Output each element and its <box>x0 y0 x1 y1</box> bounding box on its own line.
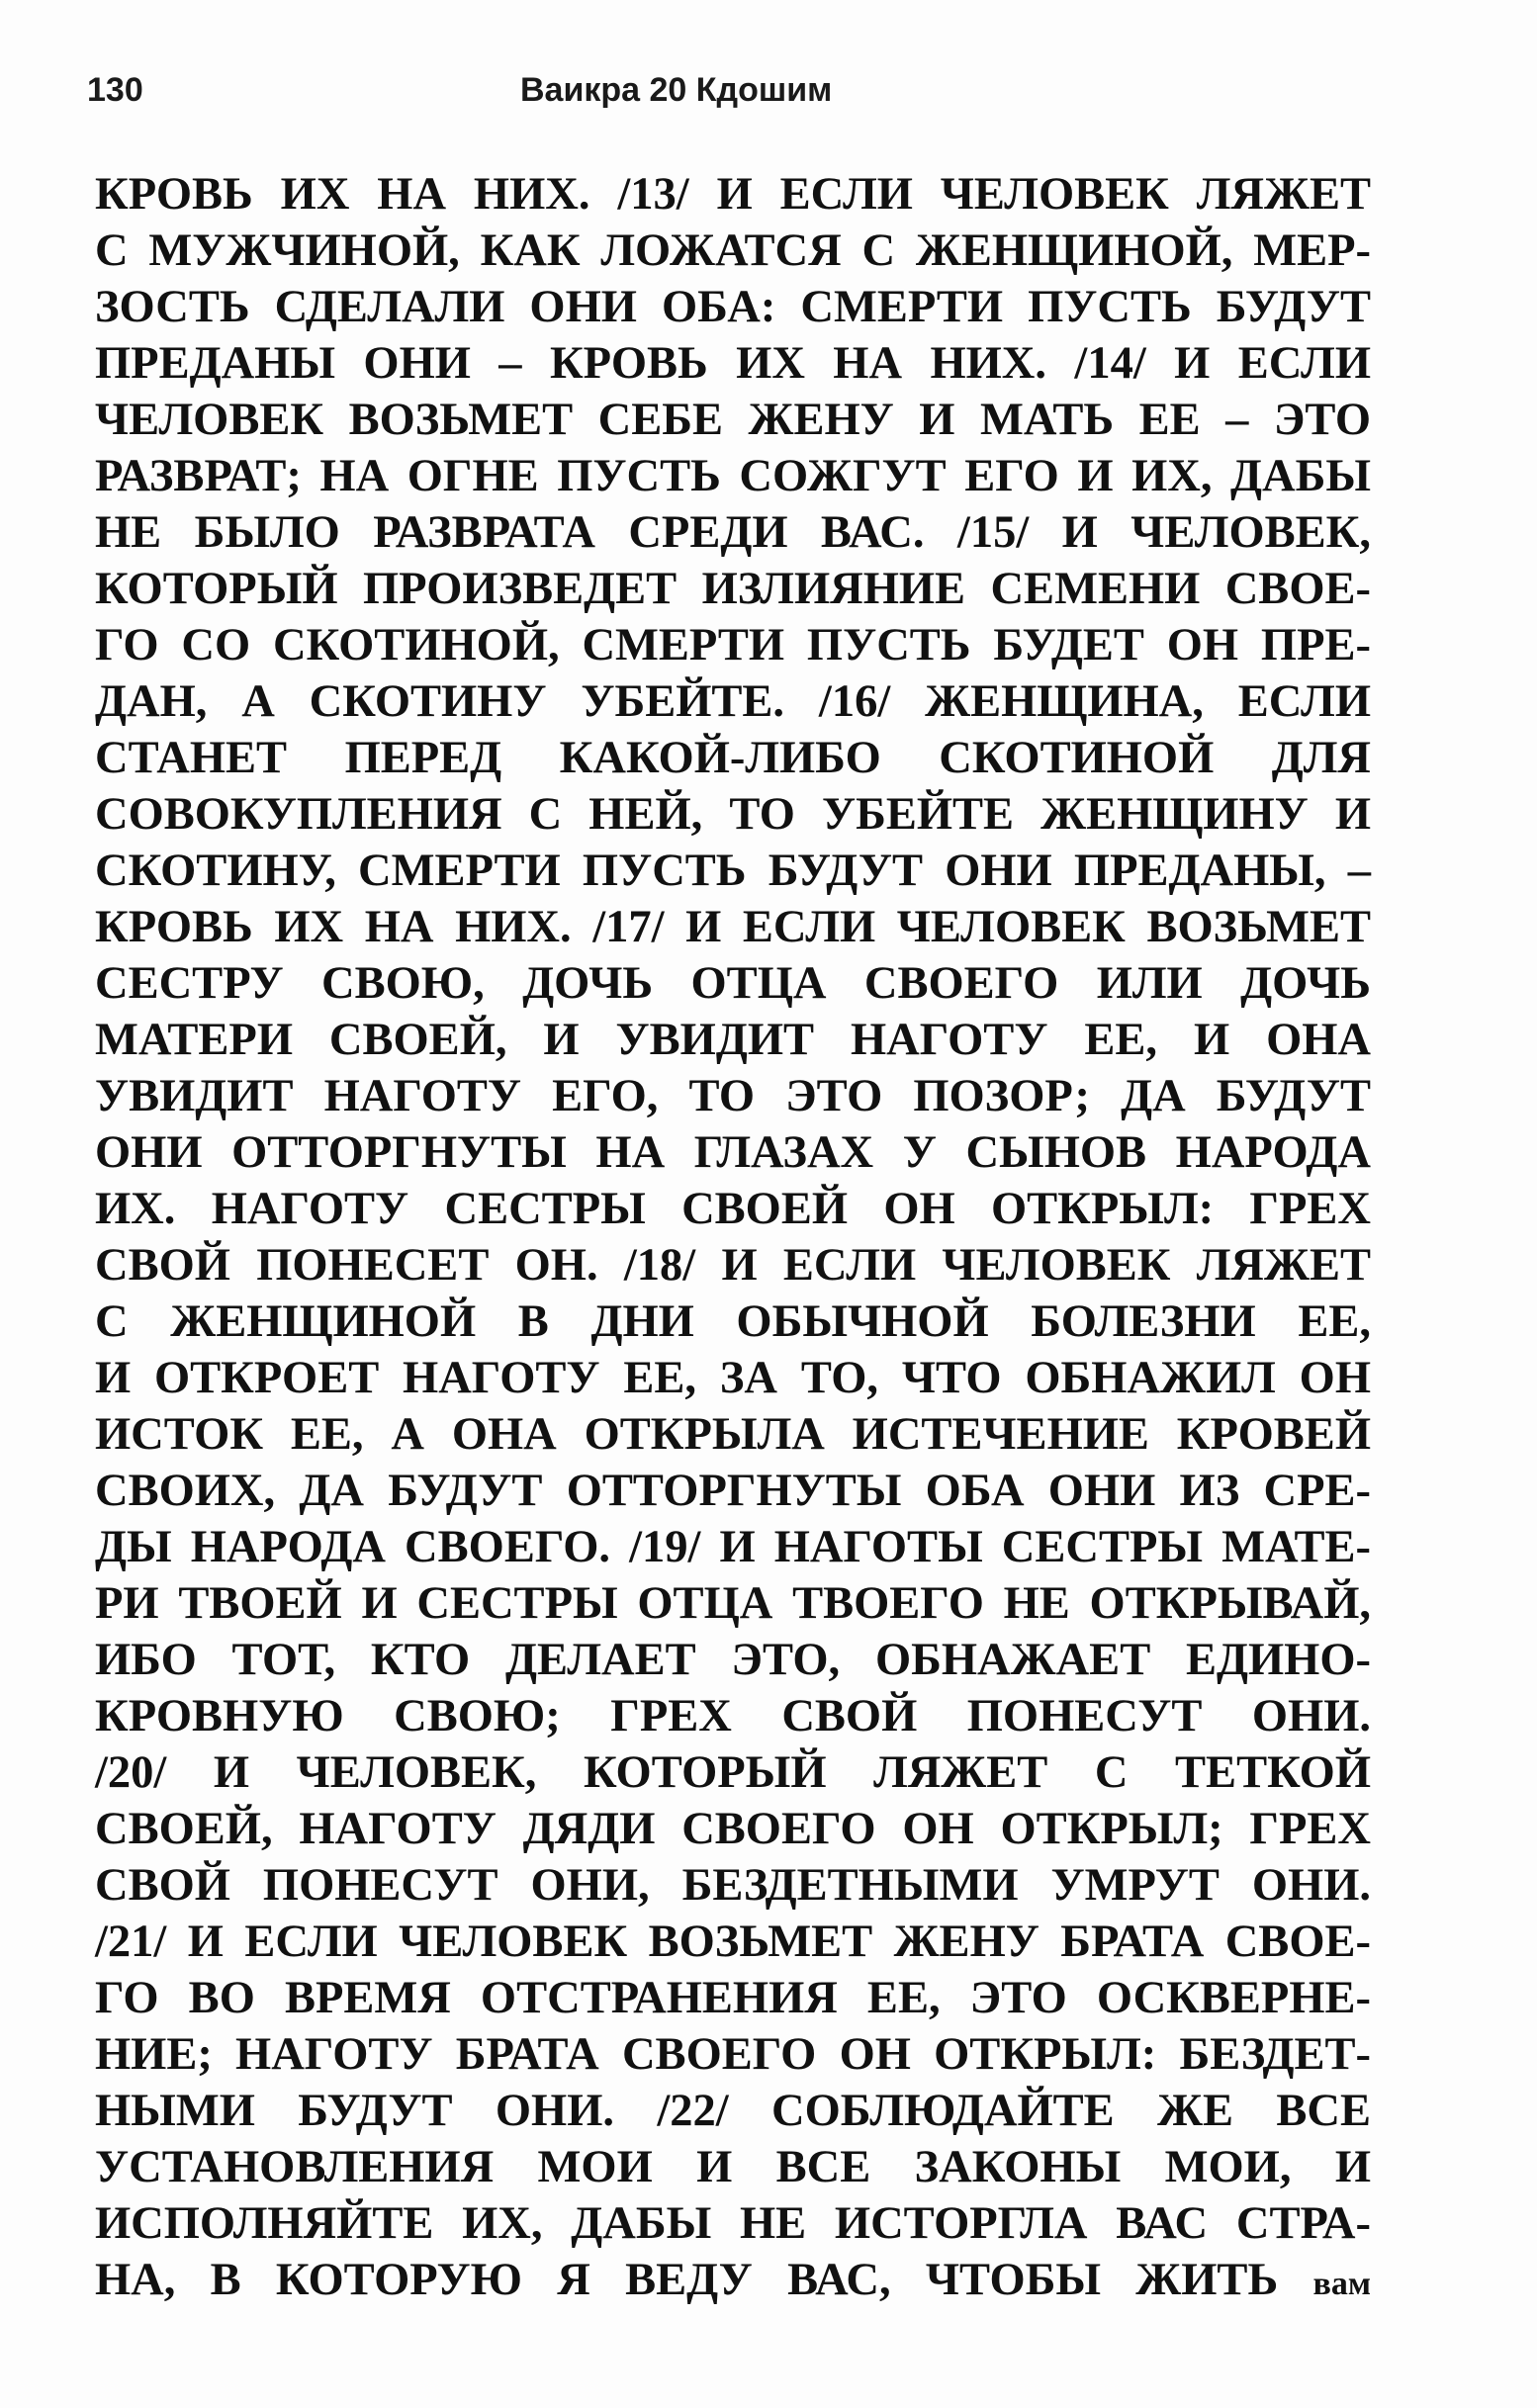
text-line: КРОВНУЮ СВОЮ; ГРЕХ СВОЙ ПОНЕСУТ ОНИ. <box>95 1691 1371 1741</box>
text-line: НЫМИ БУДУТ ОНИ. /22/ СОБЛЮДАЙТЕ ЖЕ ВСЕ <box>95 2086 1371 2136</box>
text-line: СКОТИНУ, СМЕРТИ ПУСТЬ БУДУТ ОНИ ПРЕДАНЫ, – <box>95 846 1371 896</box>
text-line: ОНИ ОТТОРГНУТЫ НА ГЛАЗАХ У СЫНОВ НАРОДА <box>95 1127 1371 1178</box>
text-line: УСТАНОВЛЕНИЯ МОИ И ВСЕ ЗАКОНЫ МОИ, И <box>95 2142 1371 2192</box>
text-line: СВОЙ ПОНЕСЕТ ОН. /18/ И ЕСЛИ ЧЕЛОВЕК ЛЯЖЕТ <box>95 1240 1371 1291</box>
text-line: ИСТОК ЕЕ, А ОНА ОТКРЫЛА ИСТЕЧЕНИЕ КРОВЕЙ <box>95 1409 1371 1460</box>
text-line: УВИДИТ НАГОТУ ЕГО, ТО ЭТО ПОЗОР; ДА БУДУТ <box>95 1071 1371 1121</box>
text-line: ГО СО СКОТИНОЙ, СМЕРТИ ПУСТЬ БУДЕТ ОН ПРЕ- <box>95 620 1371 670</box>
text-line: ИХ. НАГОТУ СЕСТРЫ СВОЕЙ ОН ОТКРЫЛ: ГРЕХ <box>95 1184 1371 1234</box>
text-line: РИ ТВОЕЙ И СЕСТРЫ ОТЦА ТВОЕГО НЕ ОТКРЫВАЙ, <box>95 1578 1371 1629</box>
text-line: СТАНЕТ ПЕРЕД КАКОЙ-ЛИБО СКОТИНОЙ ДЛЯ <box>95 733 1371 783</box>
text-line: КРОВЬ ИХ НА НИХ. /13/ И ЕСЛИ ЧЕЛОВЕК ЛЯЖЕТ <box>95 169 1371 220</box>
text-line: РАЗВРАТ; НА ОГНЕ ПУСТЬ СОЖГУТ ЕГО И ИХ, ДАБЫ <box>95 451 1371 501</box>
text-line: ДЫ НАРОДА СВОЕГО. /19/ И НАГОТЫ СЕСТРЫ МАТЕ- <box>95 1522 1371 1572</box>
text-line: МАТЕРИ СВОЕЙ, И УВИДИТ НАГОТУ ЕЕ, И ОНА <box>95 1015 1371 1065</box>
text-line: СВОЙ ПОНЕСУТ ОНИ, БЕЗДЕТНЫМИ УМРУТ ОНИ. <box>95 1860 1371 1911</box>
text-line: СВОИХ, ДА БУДУТ ОТТОРГНУТЫ ОБА ОНИ ИЗ СРЕ- <box>95 1466 1371 1516</box>
body-text <box>95 166 1371 2308</box>
text-line: /20/ И ЧЕЛОВЕК, КОТОРЫЙ ЛЯЖЕТ С ТЕТКОЙ <box>95 1747 1371 1798</box>
text-line: ЗОСТЬ СДЕЛАЛИ ОНИ ОБА: СМЕРТИ ПУСТЬ БУДУТ <box>95 282 1371 332</box>
text-line: /21/ И ЕСЛИ ЧЕЛОВЕК ВОЗЬМЕТ ЖЕНУ БРАТА СВОЕ- <box>95 1917 1371 1967</box>
text-line: КОТОРЫЙ ПРОИЗВЕДЕТ ИЗЛИЯНИЕ СЕМЕНИ СВОЕ- <box>95 564 1371 614</box>
text-line: ДАН, А СКОТИНУ УБЕЙТЕ. /16/ ЖЕНЩИНА, ЕСЛИ <box>95 676 1371 727</box>
text-line: НИЕ; НАГОТУ БРАТА СВОЕГО ОН ОТКРЫЛ: БЕЗДЕТ- <box>95 2029 1371 2080</box>
text-line: СВОЕЙ, НАГОТУ ДЯДИ СВОЕГО ОН ОТКРЫЛ; ГРЕХ <box>95 1804 1371 1854</box>
text-line: КРОВЬ ИХ НА НИХ. /17/ И ЕСЛИ ЧЕЛОВЕК ВОЗЬМЕТ <box>95 902 1371 952</box>
catchword: вам <box>1312 2266 1372 2302</box>
text-line-last-main: НА, В КОТОРУЮ Я ВЕДУ ВАС, ЧТОБЫ ЖИТЬ <box>95 2255 1279 2305</box>
running-title: Ваикра 20 Кдошим <box>520 71 833 109</box>
text-line: СЕСТРУ СВОЮ, ДОЧЬ ОТЦА СВОЕГО ИЛИ ДОЧЬ <box>95 958 1371 1009</box>
text-line: С ЖЕНЩИНОЙ В ДНИ ОБЫЧНОЙ БОЛЕЗНИ ЕЕ, <box>95 1296 1371 1347</box>
text-line: СОВОКУПЛЕНИЯ С НЕЙ, ТО УБЕЙТЕ ЖЕНЩИНУ И <box>95 789 1371 840</box>
text-line: ГО ВО ВРЕМЯ ОТСТРАНЕНИЯ ЕЕ, ЭТО ОСКВЕРНЕ- <box>95 1973 1371 2023</box>
page-number: 130 <box>87 71 143 109</box>
text-line-last <box>95 2252 1371 2308</box>
text-line: ИБО ТОТ, КТО ДЕЛАЕТ ЭТО, ОБНАЖАЕТ ЕДИНО- <box>95 1635 1371 1685</box>
text-line: ПРЕДАНЫ ОНИ – КРОВЬ ИХ НА НИХ. /14/ И ЕСЛИ <box>95 338 1371 389</box>
text-line: ЧЕЛОВЕК ВОЗЬМЕТ СЕБЕ ЖЕНУ И МАТЬ ЕЕ – ЭТО <box>95 395 1371 445</box>
text-line: НЕ БЫЛО РАЗВРАТА СРЕДИ ВАС. /15/ И ЧЕЛОВЕК, <box>95 507 1371 558</box>
text-line: И ОТКРОЕТ НАГОТУ ЕЕ, ЗА ТО, ЧТО ОБНАЖИЛ ОН <box>95 1353 1371 1403</box>
text-line: ИСПОЛНЯЙТЕ ИХ, ДАБЫ НЕ ИСТОРГЛА ВАС СТРА- <box>95 2198 1371 2249</box>
page-header <box>87 61 1369 121</box>
text-line: С МУЖЧИНОЙ, КАК ЛОЖАТСЯ С ЖЕНЩИНОЙ, МЕР- <box>95 225 1371 276</box>
